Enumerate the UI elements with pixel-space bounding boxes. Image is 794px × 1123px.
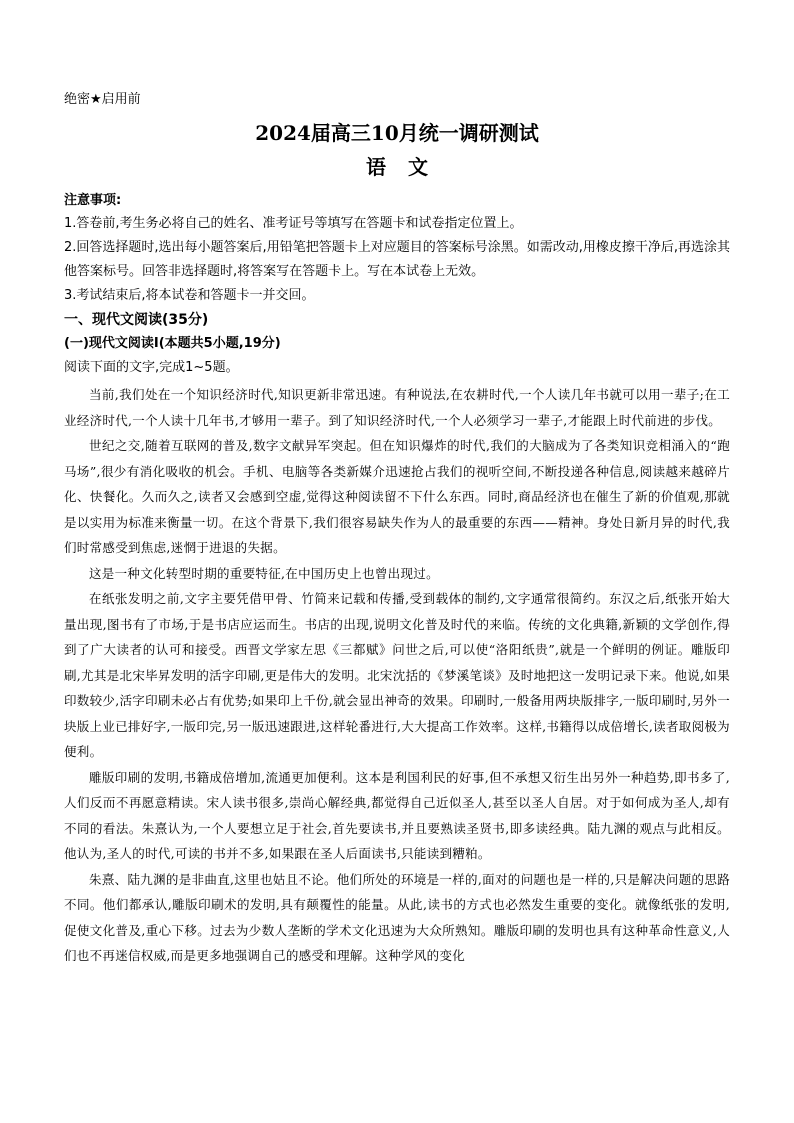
- exam-page: [64, 90, 730, 969]
- passage-paragraph-4: 在纸张发明之前,文字主要凭借甲骨、竹简来记载和传播,受到载体的制约,文字通常很简约。东汉之后,纸张开始大量出现,图书有了市场,于是书店应运而生。书店的出现,说明文化普及时代的来临。传统的文化典籍,新颖的文学创作,得到了广大读者的认可和接受。西晋文学家左思《三都赋》问世之后,可以使“洛阳纸贵”,就是一个鲜明的例证。雕版印刷,尤其是北宋毕昇发明的活字印刷,更是伟大的发明。北宋沈括的《梦溪笔谈》及时地把这一发明记录下来。他说,如果印数较少,活字印刷未必占有优势;如果印上千份,就会显出神奇的效果。印刷时,一般备用两块版排字,一版印刷时,另外一块版上业已排好字,一版印完,另一版迅速跟进,这样轮番进行,大大提高工作效率。这样,书籍得以成倍增长,读者取阅极为便利。: [64, 591, 730, 759]
- sub-section-heading: (一)现代文阅读Ⅰ(本题共5小题,19分): [64, 336, 281, 351]
- section-one: [64, 308, 730, 969]
- passage-paragraph-2: 世纪之交,随着互联网的普及,数字文献异军突起。但在知识爆炸的时代,我们的大脑成为了各类知识竞相涌入的“跑马场”,很少有消化吸收的机会。手机、电脑等各类新媒介迅速抢占我们的视听空间,不断投递各种信息,阅读越来越碎片化、快餐化。久而久之,读者又会感到空虚,觉得这种阅读留不下什么东西。同时,商品经济也在催生了新的价值观,那就是以实用为标准来衡量一切。在这个背景下,我们很容易缺失作为人的最重要的东西——精神。身处日新月异的时代,我们时常感受到焦虑,迷惘于进退的失据。: [64, 438, 730, 555]
- passage-paragraph-5: 雕版印刷的发明,书籍成倍增加,流通更加便利。这本是利国利民的好事,但不承想又衍生出另外一种趋势,即书多了,人们反而不再愿意精读。宋人读书很多,崇尚心解经典,都觉得自己近似圣人,甚至以圣人自居。对于如何成为圣人,却有不同的看法。朱熹认为,一个人要想立足于社会,首先要读书,并且要熟读圣贤书,即多读经典。陆九渊的观点与此相反。他认为,圣人的时代,可读的书并不多,如果跟在圣人后面读书,只能读到糟粕。: [64, 769, 730, 861]
- notice-block: [64, 190, 730, 308]
- exam-title: 2024届高三10月统一调研测试: [255, 121, 539, 145]
- notice-heading: 注意事项:: [64, 193, 122, 208]
- passage-paragraph-6: 朱熹、陆九渊的是非曲直,这里也姑且不论。他们所处的环境是一样的,面对的问题也是一样的,只是解决问题的思路不同。他们都承认,雕版印刷术的发明,具有颠覆性的能量。从此,读书的方式也必然发生重要的变化。就像纸张的发明,促使文化普及,重心下移。过去为少数人垄断的学术文化迅速为大众所熟知。雕版印刷的发明也具有这种革命性意义,人们也不再迷信权威,而是更多地强调自己的感受和理解。这种学风的变化: [64, 871, 730, 963]
- notice-item-1: 1.答卷前,考生务必将自己的姓名、准考证号等填写在答题卡和试卷指定位置上。: [64, 216, 523, 231]
- notice-item-3: 3.考试结束后,将本试卷和答题卡一并交回。: [64, 288, 315, 303]
- subject-title: 语文: [366, 155, 450, 179]
- confidential-mark: 绝密★启用前: [64, 92, 141, 107]
- reading-passage: [64, 382, 730, 969]
- notice-item-2: 2.回答选择题时,选出每小题答案后,用铅笔把答题卡上对应题目的答案标号涂黑。如需改动,用橡皮擦干净后,再选涂其他答案标号。回答非选择题时,将答案写在答题卡上。写在本试卷上无效。: [64, 240, 730, 279]
- reading-instruction: 阅读下面的文字,完成1~5题。: [64, 360, 239, 375]
- passage-paragraph-1: 当前,我们处在一个知识经济时代,知识更新非常迅速。有种说法,在农耕时代,一个人读几年书就可以用一辈子;在工业经济时代,一个人读十几年书,才够用一辈子。到了知识经济时代,一个人必须学习一辈子,才能跟上时代前进的步伐。: [64, 387, 730, 428]
- section-heading: 一、现代文阅读(35分): [64, 312, 209, 328]
- passage-paragraph-3: 这是一种文化转型时期的重要特征,在中国历史上也曾出现过。: [89, 565, 439, 581]
